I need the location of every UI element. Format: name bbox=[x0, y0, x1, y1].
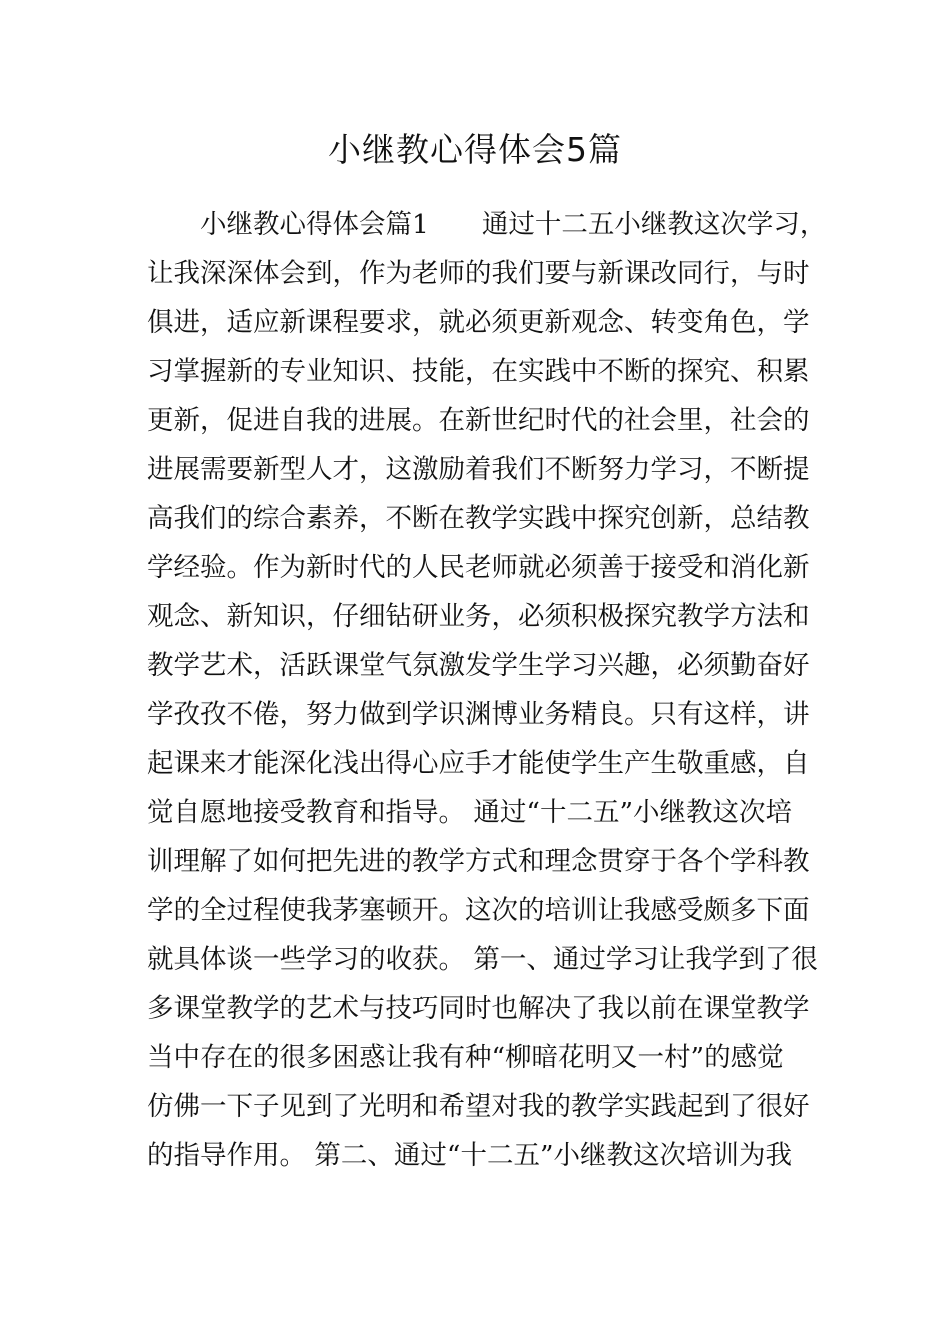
body-line: 俱进，适应新课程要求，就必须更新观念、转变角色，学 bbox=[147, 307, 810, 338]
body-line: 就具体谈一些学习的收获。 第一、通过学习让我学到了很 bbox=[147, 944, 818, 975]
document-body bbox=[147, 200, 827, 1180]
body-line: 起课来才能深化浅出得心应手才能使学生产生敬重感，自 bbox=[147, 748, 810, 779]
body-line: 更新，促进自我的进展。在新世纪时代的社会里，社会的 bbox=[147, 405, 810, 436]
body-line: 观念、新知识，仔细钻研业务，必须积极探究教学方法和 bbox=[147, 601, 810, 632]
body-line: 觉自愿地接受教育和指导。 通过“十二五”小继教这次培 bbox=[147, 797, 793, 828]
body-line: 让我深深体会到，作为老师的我们要与新课改同行，与时 bbox=[147, 258, 810, 289]
body-line: 学的全过程使我茅塞顿开。这次的培训让我感受颇多下面 bbox=[147, 895, 810, 926]
body-line: 学经验。作为新时代的人民老师就必须善于接受和消化新 bbox=[147, 552, 810, 583]
body-line: 多课堂教学的艺术与技巧同时也解决了我以前在课堂教学 bbox=[147, 993, 810, 1024]
body-line: 的指导作用。 第二、通过“十二五”小继教这次培训为我 bbox=[147, 1140, 793, 1171]
body-line: 当中存在的很多困惑让我有种“柳暗花明又一村”的感觉 bbox=[147, 1042, 784, 1073]
body-line: 教学艺术，活跃课堂气氛激发学生学习兴趣，必须勤奋好 bbox=[147, 650, 810, 681]
body-line: 高我们的综合素养，不断在教学实践中探究创新，总结教 bbox=[147, 503, 810, 534]
body-line: 学孜孜不倦，努力做到学识渊博业务精良。只有这样，讲 bbox=[147, 699, 810, 730]
body-line: 小继教心得体会篇1 通过十二五小继教这次学习， bbox=[200, 209, 827, 240]
body-line: 进展需要新型人才，这激励着我们不断努力学习，不断提 bbox=[147, 454, 810, 485]
document-title: 小继教心得体会5篇 bbox=[328, 130, 622, 169]
body-line: 习掌握新的专业知识、技能，在实践中不断的探究、积累 bbox=[147, 356, 810, 387]
body-line: 训理解了如何把先进的教学方式和理念贯穿于各个学科教 bbox=[147, 846, 810, 877]
body-line: 仿佛一下子见到了光明和希望对我的教学实践起到了很好 bbox=[147, 1091, 810, 1122]
